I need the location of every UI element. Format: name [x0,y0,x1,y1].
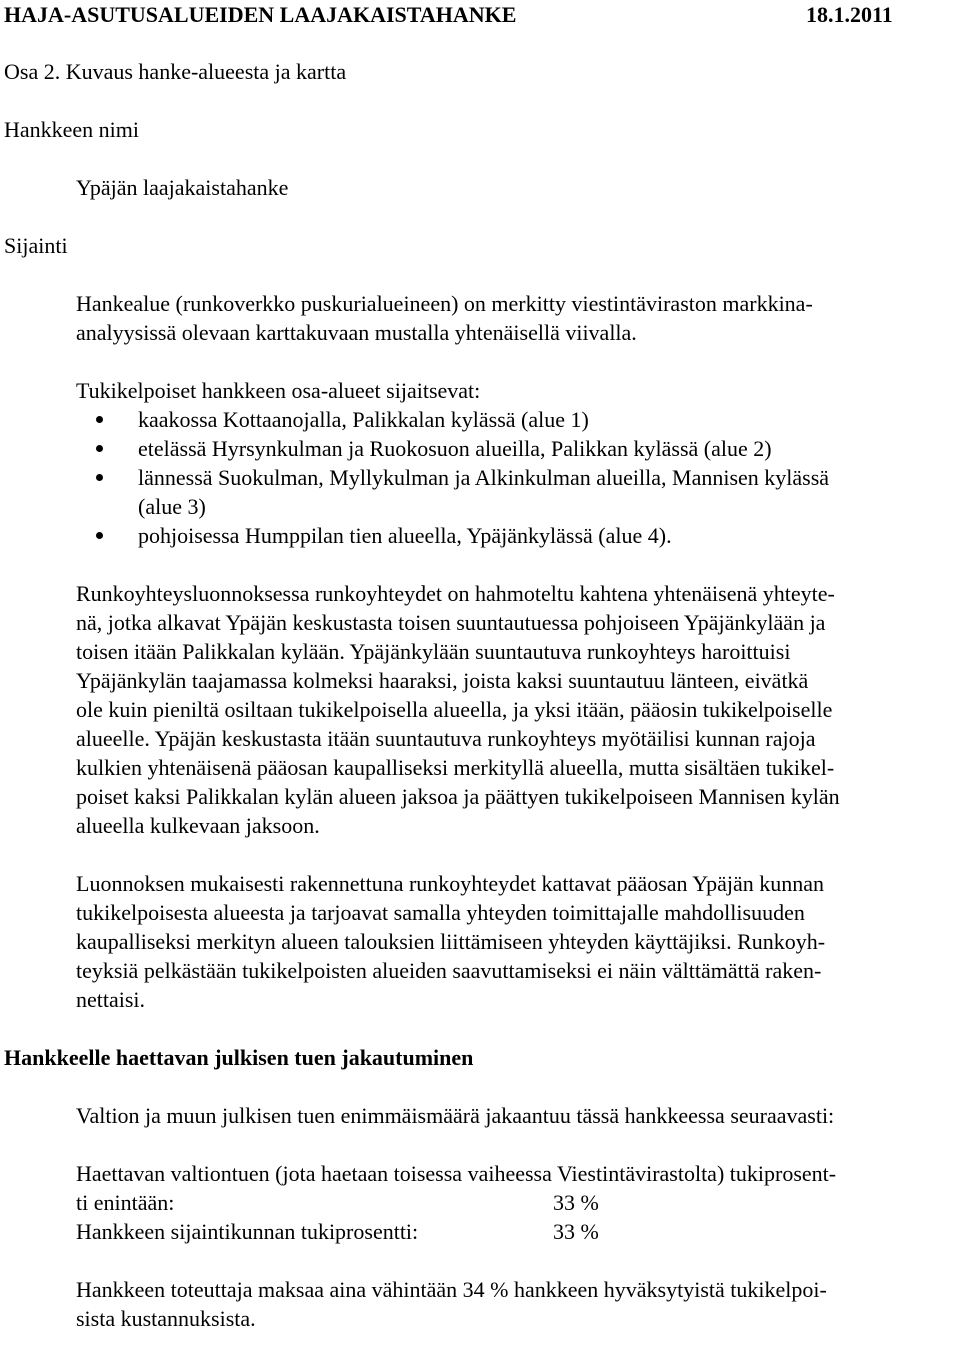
paragraph1-line: nä, jotka alkavat Ypäjän keskustasta toisen suuntautuessa pohjoiseen Ypäjänkylään ja [76,610,826,635]
funding-intro: Valtion ja muun julkisen tuen enimmäismäärä jakaantuu tässä hankkeessa seuraavasti: [76,1103,835,1128]
subarea-item: etelässä Hyrsynkulman ja Ruokosuon alueilla, Palikkan kylässä (alue 2) [138,436,772,461]
paragraph2-line: nettaisi. [76,987,146,1012]
subareas-intro: Tukikelpoiset hankkeen osa-alueet sijaitsevat: [76,378,481,403]
paragraph1-line: Ypäjänkylän taajamassa kolmeksi haaraksi, joista kaksi suuntautuu länteen, eivätkä [76,668,809,693]
paragraph1-line: Runkoyhteysluonnoksessa runkoyhteydet on hahmoteltu kahtena yhtenäisenä yhteyte- [76,581,835,606]
closing-line: Hankkeen toteuttaja maksaa aina vähintään 34 % hankkeen hyväksytyistä tukikelpoi- [76,1277,827,1302]
closing-line: sista kustannuksista. [76,1306,256,1331]
paragraph2-line: teyksiä pelkästään tukikelpoisten alueiden saavuttamiseksi ei näin välttämättä raken- [76,958,822,983]
subarea-item-continuation: (alue 3) [138,494,206,519]
paragraph1-line: toisen itään Palikkalan kylään. Ypäjänkylään suuntautuva runkoyhteys haroittuisi [76,639,791,664]
municipal-aid-label: Hankkeen sijaintikunnan tukiprosentti: [76,1219,419,1244]
project-name-label: Hankkeen nimi [4,117,140,142]
location-text-line: Hankealue (runkoverkko puskurialueineen) on merkitty viestintäviraston markkina- [76,291,813,316]
section-title: Osa 2. Kuvaus hanke-alueesta ja kartta [4,59,347,84]
funding-heading: Hankkeelle haettavan julkisen tuen jakautuminen [4,1045,474,1070]
subarea-item: pohjoisessa Humppilan tien alueella, Ypäjänkylässä (alue 4). [138,523,672,548]
paragraph2-line: kaupalliseksi merkityn alueen talouksien liittämiseen yhteyden käyttäjiksi. Runkoyh- [76,929,826,954]
paragraph1-line: alueella kulkevaan jaksoon. [76,813,320,838]
location-text-line: analyysissä olevaan karttakuvaan mustalla yhtenäisellä viivalla. [76,320,637,345]
state-aid-label-continuation: ti enintään: [76,1190,175,1215]
paragraph2-line: Luonnoksen mukaisesti rakennettuna runkoyhteydet kattavat pääosan Ypäjän kunnan [76,871,824,896]
state-aid-value: 33 % [553,1190,599,1215]
bullet-icon [96,532,103,539]
bullet-icon [96,445,103,452]
project-name: Ypäjän laajakaistahanke [76,175,289,200]
paragraph2-line: tukikelpoisesta alueesta ja tarjoavat samalla yhteyden toimittajalle mahdollisuuden [76,900,805,925]
bullet-icon [96,474,103,481]
subarea-item: kaakossa Kottaanojalla, Palikkalan kylässä (alue 1) [138,407,589,432]
municipal-aid-value: 33 % [553,1219,599,1244]
paragraph1-line: ole kuin pieniltä osiltaan tukikelpoisella alueella, ja yksi itään, pääosin tukikelpoiselle [76,697,833,722]
paragraph1-line: alueelle. Ypäjän keskustasta itään suuntautuva runkoyhteys myötäilisi kunnan rajoja [76,726,816,751]
location-label: Sijainti [4,233,68,258]
document-header-date: 18.1.2011 [806,2,893,27]
state-aid-label: Haettavan valtiontuen (jota haetaan toisessa vaiheessa Viestintävirastolta) tukiprosent- [76,1161,837,1186]
paragraph1-line: kulkien yhtenäisenä pääosan kaupalliseksi merkityllä alueella, mutta sisältäen tukikel- [76,755,835,780]
subarea-item: lännessä Suokulman, Myllykulman ja Alkinkulman alueilla, Mannisen kylässä [138,465,830,490]
bullet-icon [96,416,103,423]
paragraph1-line: poiset kaksi Palikkalan kylän alueen jaksoa ja päättyen tukikelpoiseen Mannisen kylän [76,784,840,809]
document-header-title: HAJA-ASUTUSALUEIDEN LAAJAKAISTAHANKE [4,2,517,27]
